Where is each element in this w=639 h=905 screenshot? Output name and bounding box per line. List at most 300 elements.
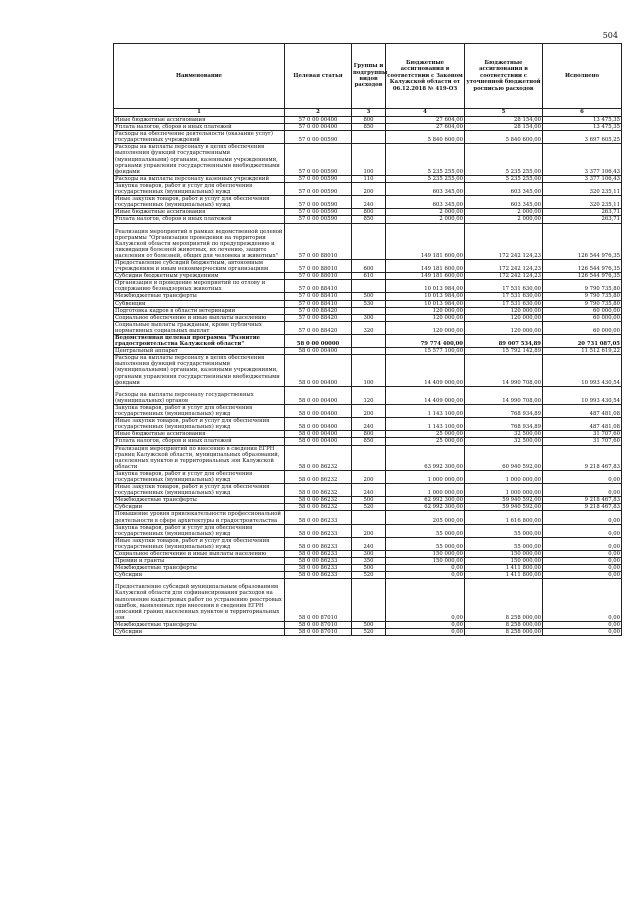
budget-table	[113, 43, 622, 636]
table-row	[114, 445, 622, 470]
row-code: 58 0 00 86232	[285, 470, 352, 483]
table-row	[114, 273, 622, 280]
row-name: Социальные выплаты гражданам, кроме публичных нормативных социальных выплат	[114, 321, 285, 334]
row-code: 58 0 00 86233	[285, 572, 352, 579]
row-law-amount: 2 000,00	[386, 209, 465, 216]
row-name: Закупка товаров, работ и услуг для обеспечения государственных (муниципальных) нужд	[114, 524, 285, 537]
row-code: 58 0 00 00400	[285, 431, 352, 438]
column-number: 2	[285, 109, 352, 117]
row-updated-amount: 5 840 600,00	[465, 131, 543, 144]
row-code: 58 0 00 87010	[285, 629, 352, 636]
row-code: 57 0 00 88010	[285, 259, 352, 272]
row-updated-amount: 1 411 800,00	[465, 572, 543, 579]
header-code: Целевая статья	[285, 44, 352, 109]
row-group: 110	[352, 175, 386, 182]
row-name: Иные закупки товаров, работ и услуг для обеспечения государственных (муниципальных) нужд	[114, 537, 285, 550]
row-updated-amount: 5 235 255,00	[465, 144, 543, 175]
row-group: 200	[352, 404, 386, 417]
table-row	[114, 621, 622, 628]
row-name: Иные бюджетные ассигнования	[114, 117, 285, 124]
row-group: 200	[352, 470, 386, 483]
row-group: 850	[352, 124, 386, 131]
row-updated-amount: 59 940 592,00	[465, 497, 543, 504]
table-row	[114, 470, 622, 483]
row-code: 58 0 00 86232	[285, 484, 352, 497]
row-executed-amount: 10 993 430,54	[543, 355, 622, 386]
table-row	[114, 629, 622, 636]
row-law-amount: 149 181 600,00	[386, 259, 465, 272]
table-row	[114, 504, 622, 511]
row-updated-amount: 2 000,00	[465, 209, 543, 216]
row-law-amount: 79 774 400,00	[386, 335, 465, 348]
row-group: 520	[352, 504, 386, 511]
row-name: Расходы на выплаты персоналу в целях обеспечения выполнения функций государственными (муниципальными) органами, казенными учреждениями, органами управления государственными внебюджетными фондами	[114, 355, 285, 386]
row-name: Иные закупки товаров, работ и услуг для обеспечения государственных (муниципальных) нужд	[114, 484, 285, 497]
row-group: 850	[352, 216, 386, 223]
row-law-amount: 55 000,00	[386, 524, 465, 537]
row-group	[352, 223, 386, 259]
row-updated-amount: 768 934,89	[465, 404, 543, 417]
row-group: 240	[352, 418, 386, 431]
table-row	[114, 209, 622, 216]
row-law-amount: 603 345,00	[386, 196, 465, 209]
row-name: Социальное обеспечение и иные выплаты населению	[114, 551, 285, 558]
row-updated-amount: 603 345,00	[465, 182, 543, 195]
row-group: 240	[352, 196, 386, 209]
row-law-amount: 0,00	[386, 621, 465, 628]
row-executed-amount: 487 481,08	[543, 418, 622, 431]
row-group: 500	[352, 565, 386, 572]
table-row	[114, 524, 622, 537]
row-updated-amount: 8 258 000,00	[465, 621, 543, 628]
column-number: 1	[114, 109, 285, 117]
row-group: 800	[352, 431, 386, 438]
row-name: Предоставление субсидий бюджетным, автономным учреждениям и иным некоммерческим организациям	[114, 259, 285, 272]
row-executed-amount: 487 481,08	[543, 404, 622, 417]
row-updated-amount: 172 242 124,23	[465, 259, 543, 272]
row-code: 58 0 00 00400	[285, 438, 352, 445]
row-group: 500	[352, 293, 386, 300]
row-name: Подготовка кадров в области ветеринарии	[114, 307, 285, 314]
row-law-amount: 1 143 100,00	[386, 418, 465, 431]
row-executed-amount: 9 790 735,80	[543, 280, 622, 293]
row-group: 120	[352, 386, 386, 404]
table-row	[114, 484, 622, 497]
row-group: 240	[352, 537, 386, 550]
row-code: 57 0 00 00590	[285, 196, 352, 209]
row-name: Реализация мероприятий по внесению в сведения ЕГРН границ Калужской области, муниципальных образований, населенных пунктов и территориальных зон Калужской области	[114, 445, 285, 470]
row-name: Премии и гранты	[114, 558, 285, 565]
table-body	[114, 117, 622, 636]
row-executed-amount: 9 218 467,83	[543, 445, 622, 470]
table-row	[114, 551, 622, 558]
table-row	[114, 558, 622, 565]
row-code: 58 0 00 86233	[285, 551, 352, 558]
row-law-amount: 62 992 300,00	[386, 497, 465, 504]
row-executed-amount: 126 544 976,35	[543, 223, 622, 259]
row-law-amount: 10 013 984,00	[386, 280, 465, 293]
table-row	[114, 565, 622, 572]
table-row	[114, 348, 622, 355]
table-row	[114, 124, 622, 131]
row-name: Предоставление субсидий муниципальным образованиям Калужской области для софинансирования расходов на выполнение кадастровых работ по устранению реестровых ошибок, выявленных при внесении в сведения ЕГРН описаний границ населенных пунктов и территориальных зон	[114, 579, 285, 622]
row-law-amount: 150 000,00	[386, 558, 465, 565]
table-row	[114, 196, 622, 209]
row-code: 58 0 00 00000	[285, 335, 352, 348]
row-law-amount: 120 000,00	[386, 321, 465, 334]
row-law-amount: 120 000,00	[386, 307, 465, 314]
row-law-amount: 149 181 600,00	[386, 273, 465, 280]
row-code: 57 0 00 88420	[285, 321, 352, 334]
row-name: Центральный аппарат	[114, 348, 285, 355]
row-group: 520	[352, 572, 386, 579]
column-number: 5	[465, 109, 543, 117]
row-executed-amount: 0,00	[543, 537, 622, 550]
row-law-amount: 1 000 000,00	[386, 470, 465, 483]
row-code: 58 0 00 86232	[285, 445, 352, 470]
row-executed-amount: 60 000,00	[543, 321, 622, 334]
row-executed-amount: 263,71	[543, 216, 622, 223]
row-group	[352, 348, 386, 355]
row-group	[352, 579, 386, 622]
row-executed-amount: 0,00	[543, 565, 622, 572]
row-updated-amount: 8 258 000,00	[465, 629, 543, 636]
table-row	[114, 579, 622, 622]
row-name: Социальное обеспечение и иные выплаты населению	[114, 314, 285, 321]
row-group: 850	[352, 438, 386, 445]
row-law-amount: 63 992 300,00	[386, 445, 465, 470]
table-row	[114, 335, 622, 348]
row-law-amount: 150 000,00	[386, 551, 465, 558]
row-law-amount: 62 992 300,00	[386, 504, 465, 511]
row-executed-amount: 60 000,00	[543, 307, 622, 314]
row-executed-amount: 0,00	[543, 558, 622, 565]
row-updated-amount: 1 616 800,00	[465, 511, 543, 524]
table-row	[114, 300, 622, 307]
row-updated-amount: 55 000,00	[465, 524, 543, 537]
row-executed-amount: 9 790 735,80	[543, 293, 622, 300]
row-executed-amount: 0,00	[543, 511, 622, 524]
row-updated-amount: 603 345,00	[465, 196, 543, 209]
row-name: Межбюджетные трансферты	[114, 621, 285, 628]
row-executed-amount: 13 475,35	[543, 117, 622, 124]
column-number: 3	[352, 109, 386, 117]
row-code: 58 0 00 86232	[285, 504, 352, 511]
row-name: Межбюджетные трансферты	[114, 293, 285, 300]
row-group: 500	[352, 497, 386, 504]
row-code: 58 0 00 86233	[285, 511, 352, 524]
row-law-amount: 14 409 000,00	[386, 355, 465, 386]
row-executed-amount: 31 707,60	[543, 431, 622, 438]
row-executed-amount: 0,00	[543, 621, 622, 628]
row-group	[352, 131, 386, 144]
header-law: Бюджетные ассигнования в соответствии с Законом Калужской области от 06.12.2018 № 419-ОЗ	[386, 44, 465, 109]
row-name: Повышение уровня привлекательности профессиональной деятельности в сфере архитектуры и градостроительства	[114, 511, 285, 524]
table-row	[114, 404, 622, 417]
row-name: Реализация мероприятий в рамках ведомственной целевой программы "Организация проведения на территории Калужской области мероприятий по предупреждению и ликвидации болезней животных, их лечению, защите населения от болезней, общих для человека и животных"	[114, 223, 285, 259]
row-executed-amount: 126 544 976,35	[543, 259, 622, 272]
row-code: 57 0 00 00400	[285, 117, 352, 124]
table-row	[114, 280, 622, 293]
table-row	[114, 511, 622, 524]
row-updated-amount: 150 000,00	[465, 558, 543, 565]
row-law-amount: 120 000,00	[386, 314, 465, 321]
row-code: 57 0 00 00590	[285, 175, 352, 182]
row-name: Субсидии	[114, 572, 285, 579]
header-updated: Бюджетные ассигнования в соответствии с уточненной бюджетной росписью расходов	[465, 44, 543, 109]
row-law-amount: 15 577 100,00	[386, 348, 465, 355]
row-group: 300	[352, 551, 386, 558]
row-code: 57 0 00 00590	[285, 131, 352, 144]
row-code: 57 0 00 88420	[285, 314, 352, 321]
row-law-amount: 25 000,00	[386, 431, 465, 438]
row-law-amount: 205 000,00	[386, 511, 465, 524]
row-law-amount: 55 000,00	[386, 537, 465, 550]
row-group: 300	[352, 314, 386, 321]
row-group	[352, 280, 386, 293]
row-law-amount: 1 143 100,00	[386, 404, 465, 417]
row-group	[352, 335, 386, 348]
row-law-amount: 10 013 984,00	[386, 300, 465, 307]
row-updated-amount: 1 000 000,00	[465, 484, 543, 497]
row-executed-amount: 9 218 467,83	[543, 497, 622, 504]
row-code: 57 0 00 88410	[285, 300, 352, 307]
row-code: 58 0 00 00400	[285, 355, 352, 386]
row-name: Расходы на выплаты персоналу государственных (муниципальных) органов	[114, 386, 285, 404]
row-updated-amount: 17 531 630,00	[465, 293, 543, 300]
row-executed-amount: 10 993 430,54	[543, 386, 622, 404]
row-code: 58 0 00 00400	[285, 348, 352, 355]
table-row	[114, 117, 622, 124]
row-name: Уплата налогов, сборов и иных платежей	[114, 216, 285, 223]
row-group: 100	[352, 355, 386, 386]
row-executed-amount: 0,00	[543, 524, 622, 537]
table-row	[114, 144, 622, 175]
row-updated-amount: 17 531 630,00	[465, 300, 543, 307]
row-law-amount: 149 181 600,00	[386, 223, 465, 259]
row-group: 600	[352, 259, 386, 272]
row-code: 58 0 00 86233	[285, 565, 352, 572]
row-updated-amount: 8 258 000,00	[465, 579, 543, 622]
row-updated-amount: 32 500,00	[465, 431, 543, 438]
row-name: Уплата налогов, сборов и иных платежей	[114, 124, 285, 131]
row-updated-amount: 55 000,00	[465, 537, 543, 550]
row-updated-amount: 120 000,00	[465, 307, 543, 314]
row-executed-amount: 320 235,11	[543, 196, 622, 209]
header-row	[114, 44, 622, 109]
header-done: Исполнено	[543, 44, 622, 109]
row-updated-amount: 89 007 534,89	[465, 335, 543, 348]
row-law-amount: 25 000,00	[386, 438, 465, 445]
page-number: 504	[602, 31, 618, 40]
row-updated-amount: 28 154,00	[465, 117, 543, 124]
row-executed-amount: 60 000,00	[543, 314, 622, 321]
row-law-amount: 27 604,00	[386, 117, 465, 124]
table-row	[114, 537, 622, 550]
row-executed-amount: 263,71	[543, 209, 622, 216]
table-row	[114, 175, 622, 182]
table-row	[114, 182, 622, 195]
row-name: Уплата налогов, сборов и иных платежей	[114, 438, 285, 445]
row-law-amount: 0,00	[386, 572, 465, 579]
row-group: 100	[352, 144, 386, 175]
row-updated-amount: 768 934,89	[465, 418, 543, 431]
row-code: 57 0 00 00590	[285, 209, 352, 216]
row-executed-amount: 0,00	[543, 629, 622, 636]
row-code: 58 0 00 86233	[285, 537, 352, 550]
row-code: 57 0 00 88410	[285, 280, 352, 293]
row-name: Субсидии	[114, 504, 285, 511]
row-executed-amount: 0,00	[543, 579, 622, 622]
row-law-amount: 5 235 255,00	[386, 175, 465, 182]
row-name: Субсидии	[114, 629, 285, 636]
row-code: 58 0 00 00400	[285, 386, 352, 404]
row-updated-amount: 172 242 124,23	[465, 273, 543, 280]
row-code: 57 0 00 00590	[285, 216, 352, 223]
column-number-row	[114, 109, 622, 117]
row-executed-amount: 9 790 735,80	[543, 300, 622, 307]
header-group: Группы и подгруппы видов расходов	[352, 44, 386, 109]
table-row	[114, 321, 622, 334]
row-code: 58 0 00 86232	[285, 497, 352, 504]
header-name: Наименование	[114, 44, 285, 109]
row-code: 57 0 00 00400	[285, 124, 352, 131]
row-updated-amount: 1 000 000,00	[465, 470, 543, 483]
table-row	[114, 386, 622, 404]
row-law-amount: 603 345,00	[386, 182, 465, 195]
row-code: 57 0 00 88010	[285, 223, 352, 259]
row-executed-amount: 0,00	[543, 470, 622, 483]
table-row	[114, 438, 622, 445]
row-law-amount: 10 013 984,00	[386, 293, 465, 300]
table-row	[114, 223, 622, 259]
row-code: 58 0 00 87010	[285, 621, 352, 628]
row-code: 57 0 00 88410	[285, 293, 352, 300]
row-executed-amount: 3 377 106,43	[543, 144, 622, 175]
row-executed-amount: 20 731 087,05	[543, 335, 622, 348]
row-name: Межбюджетные трансферты	[114, 497, 285, 504]
row-updated-amount: 14 990 708,00	[465, 355, 543, 386]
row-law-amount: 0,00	[386, 565, 465, 572]
row-code: 57 0 00 88010	[285, 273, 352, 280]
row-law-amount: 0,00	[386, 629, 465, 636]
table-row	[114, 216, 622, 223]
row-updated-amount: 15 792 142,89	[465, 348, 543, 355]
row-updated-amount: 5 235 255,00	[465, 175, 543, 182]
row-name: Межбюджетные трансферты	[114, 565, 285, 572]
row-law-amount: 5 840 600,00	[386, 131, 465, 144]
row-updated-amount: 32 500,00	[465, 438, 543, 445]
row-code: 58 0 00 87010	[285, 579, 352, 622]
row-name: Закупка товаров, работ и услуг для обеспечения государственных (муниципальных) нужд	[114, 182, 285, 195]
row-law-amount: 27 604,00	[386, 124, 465, 131]
row-group: 800	[352, 209, 386, 216]
row-name: Иные закупки товаров, работ и услуг для обеспечения государственных (муниципальных) нужд	[114, 196, 285, 209]
row-updated-amount: 60 940 592,00	[465, 445, 543, 470]
row-name: Организация и проведение мероприятий по отлову и содержанию безнадзорных животных	[114, 280, 285, 293]
row-name: Ведомственная целевая программа "Развитие градостроительства Калужской области"	[114, 335, 285, 348]
row-group: 530	[352, 300, 386, 307]
row-executed-amount: 126 544 976,35	[543, 273, 622, 280]
row-group	[352, 445, 386, 470]
row-executed-amount: 11 512 619,22	[543, 348, 622, 355]
row-executed-amount: 9 218 467,83	[543, 504, 622, 511]
row-updated-amount: 14 990 708,00	[465, 386, 543, 404]
row-name: Иные закупки товаров, работ и услуг для обеспечения государственных (муниципальных) нужд	[114, 418, 285, 431]
row-group: 240	[352, 484, 386, 497]
row-executed-amount: 13 475,35	[543, 124, 622, 131]
row-updated-amount: 59 940 592,00	[465, 504, 543, 511]
row-updated-amount: 28 154,00	[465, 124, 543, 131]
table-row	[114, 131, 622, 144]
row-executed-amount: 320 235,11	[543, 182, 622, 195]
table-row	[114, 497, 622, 504]
row-code: 57 0 00 00590	[285, 144, 352, 175]
table-row	[114, 418, 622, 431]
row-law-amount: 14 409 000,00	[386, 386, 465, 404]
row-updated-amount: 120 000,00	[465, 321, 543, 334]
row-executed-amount: 31 707,60	[543, 438, 622, 445]
row-group: 520	[352, 629, 386, 636]
row-name: Закупка товаров, работ и услуг для обеспечения государственных (муниципальных) нужд	[114, 470, 285, 483]
column-number: 6	[543, 109, 622, 117]
row-law-amount: 1 000 000,00	[386, 484, 465, 497]
row-group: 610	[352, 273, 386, 280]
row-law-amount: 0,00	[386, 579, 465, 622]
row-group: 350	[352, 558, 386, 565]
table-row	[114, 307, 622, 314]
column-number: 4	[386, 109, 465, 117]
row-group: 200	[352, 182, 386, 195]
table-row	[114, 355, 622, 386]
row-name: Субсидии бюджетным учреждениям	[114, 273, 285, 280]
row-name: Расходы на выплаты персоналу казенных учреждений	[114, 175, 285, 182]
row-group: 200	[352, 524, 386, 537]
table-row	[114, 314, 622, 321]
row-name: Иные бюджетные ассигнования	[114, 209, 285, 216]
row-code: 58 0 00 00400	[285, 404, 352, 417]
row-code: 58 0 00 86233	[285, 558, 352, 565]
row-executed-amount: 0,00	[543, 551, 622, 558]
row-executed-amount: 3 697 605,25	[543, 131, 622, 144]
row-code: 57 0 00 88420	[285, 307, 352, 314]
row-law-amount: 2 000,00	[386, 216, 465, 223]
row-code: 57 0 00 00590	[285, 182, 352, 195]
row-name: Субвенции	[114, 300, 285, 307]
row-executed-amount: 3 377 106,43	[543, 175, 622, 182]
row-name: Расходы на обеспечение деятельности (оказание услуг) государственных учреждений	[114, 131, 285, 144]
row-updated-amount: 150 000,00	[465, 551, 543, 558]
row-executed-amount: 0,00	[543, 572, 622, 579]
row-code: 58 0 00 00400	[285, 418, 352, 431]
row-name: Иные бюджетные ассигнования	[114, 431, 285, 438]
row-group: 500	[352, 621, 386, 628]
row-updated-amount: 172 242 124,23	[465, 223, 543, 259]
row-executed-amount: 0,00	[543, 484, 622, 497]
table-row	[114, 572, 622, 579]
row-updated-amount: 120 000,00	[465, 314, 543, 321]
row-group: 320	[352, 321, 386, 334]
row-group	[352, 307, 386, 314]
row-updated-amount: 17 531 630,00	[465, 280, 543, 293]
row-updated-amount: 1 411 800,00	[465, 565, 543, 572]
table-row	[114, 293, 622, 300]
row-law-amount: 5 235 255,00	[386, 144, 465, 175]
row-code: 58 0 00 86233	[285, 524, 352, 537]
row-updated-amount: 2 000,00	[465, 216, 543, 223]
row-group: 800	[352, 117, 386, 124]
row-group	[352, 511, 386, 524]
